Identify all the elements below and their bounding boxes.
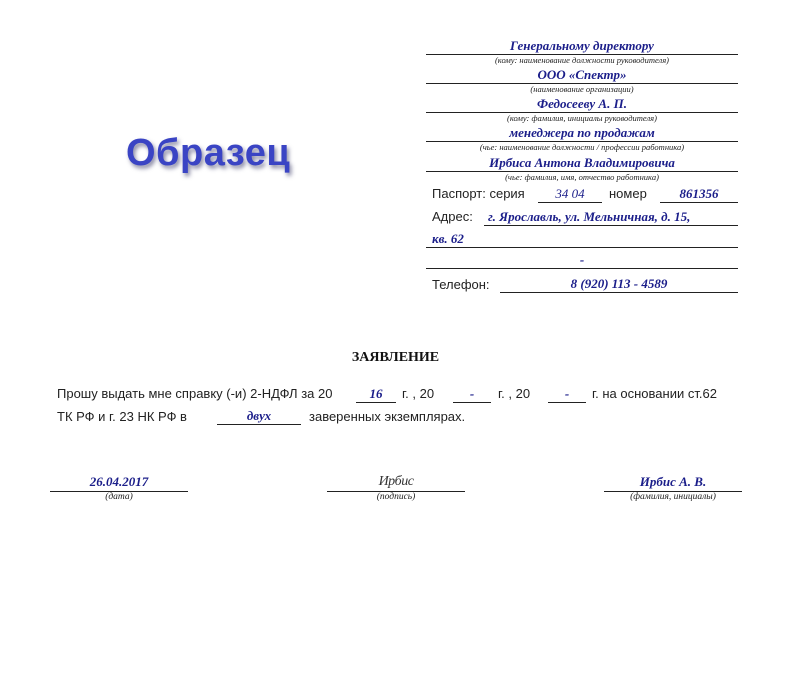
body-text-3: г. , 20 [498, 386, 531, 401]
divider [426, 247, 738, 248]
employee-position-hint: (чье: наименование должности / профессии работника) [479, 142, 685, 152]
passport-number-label: номер [609, 186, 647, 201]
director-name: Федосееву А. П. [537, 96, 627, 111]
phone-label: Телефон: [432, 277, 490, 292]
divider [548, 402, 586, 403]
signature-hint: (подпись) [376, 492, 416, 502]
body-text-2: г. , 20 [402, 386, 435, 401]
full-name-hint: (фамилия, инициалы) [630, 492, 716, 502]
document-title: ЗАЯВЛЕНИЕ [351, 350, 440, 365]
employee-name-hint: (чье: фамилия, имя, отчество работника) [505, 172, 659, 182]
address-label: Адрес: [432, 209, 473, 224]
sample-watermark: Образец [126, 132, 291, 174]
organization-hint: (наименование организации) [530, 84, 634, 94]
passport-series: 34 04 [555, 186, 585, 201]
date-value: 26.04.2017 [89, 474, 149, 489]
divider [500, 292, 738, 293]
address-line-1: г. Ярославль, ул. Мельничная, д. 15, [488, 209, 691, 224]
director-position: Генеральному директору [510, 38, 654, 53]
address-line-3: - [579, 252, 585, 267]
organization-name: ООО «Спектр» [537, 67, 627, 82]
body-text-5: ТК РФ и г. 23 НК РФ в [57, 409, 187, 424]
director-name-hint: (кому: фамилия, инициалы руководителя) [507, 113, 657, 123]
divider [426, 268, 738, 269]
divider [356, 402, 396, 403]
body-text-4: г. на основании ст.62 [592, 386, 717, 401]
year-2: - [469, 386, 475, 401]
director-position-hint: (кому: наименование должности руководителя) [494, 55, 670, 65]
divider [484, 225, 738, 226]
body-text-1: Прошу выдать мне справку (-и) 2-НДФЛ за 20 [57, 386, 333, 401]
passport-series-label: Паспорт: серия [432, 186, 525, 201]
phone-value: 8 (920) 113 - 4589 [570, 276, 668, 291]
copies-count: двух [246, 408, 272, 423]
divider [217, 424, 301, 425]
divider [538, 202, 602, 203]
divider [660, 202, 738, 203]
year-1: 16 [369, 386, 383, 401]
employee-position: менеджера по продажам [509, 125, 655, 140]
date-hint: (дата) [105, 492, 133, 502]
full-name-value: Ирбис А. В. [639, 474, 707, 489]
body-text-6: заверенных экземплярах. [309, 409, 466, 424]
passport-number: 861356 [679, 186, 719, 201]
employee-name: Ирбиса Антона Владимировича [489, 155, 675, 170]
divider [453, 402, 491, 403]
year-3: - [564, 386, 570, 401]
signature: Ирбис [378, 474, 414, 489]
address-line-2: кв. 62 [432, 231, 464, 246]
